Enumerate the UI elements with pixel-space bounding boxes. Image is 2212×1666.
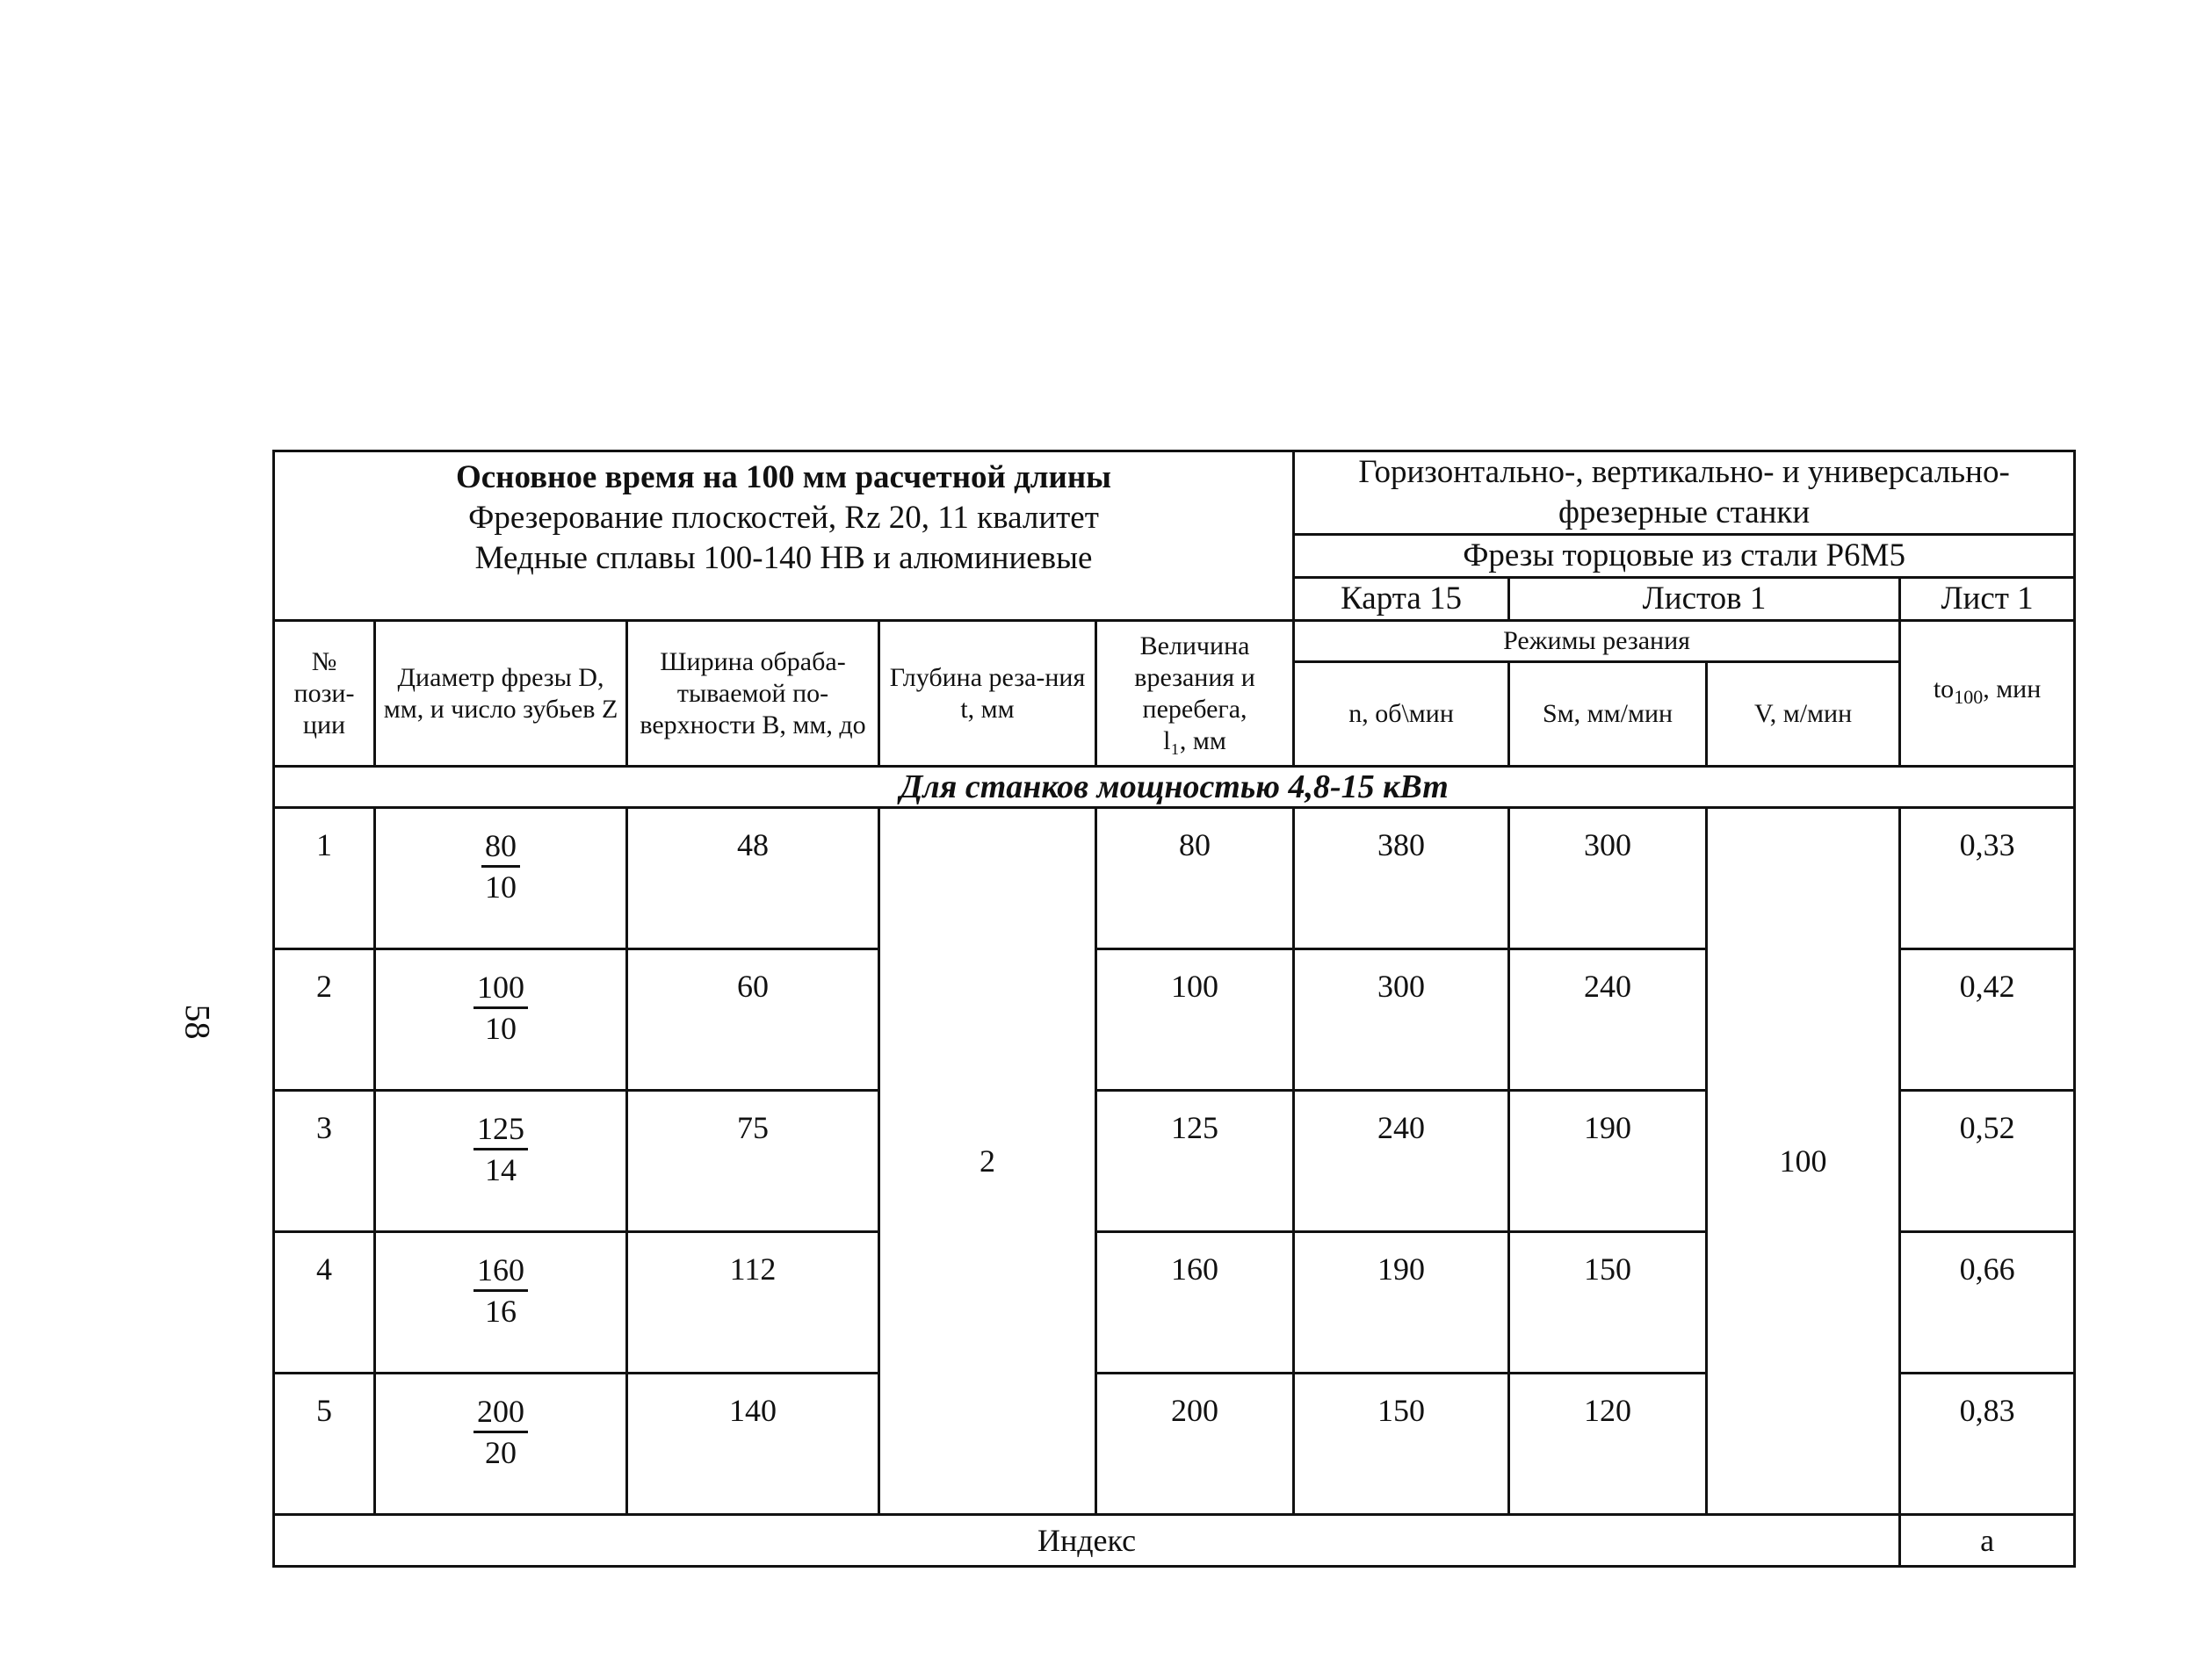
cell-n: 380 <box>1294 808 1509 949</box>
norm-table <box>272 450 2073 1568</box>
cell-overrun: 160 <box>1096 1232 1294 1374</box>
cell-to: 0,52 <box>1900 1091 2075 1232</box>
cell-diameter <box>375 1091 627 1232</box>
diameter-value: 125 <box>473 1109 528 1150</box>
sheets-cell: Листов 1 <box>1509 578 1900 621</box>
cell-to: 0,66 <box>1900 1232 2075 1374</box>
machines-cell: Горизонтально-, вертикально- и универсально-фрезерные станки <box>1294 451 2075 535</box>
cell-pos: 5 <box>274 1374 375 1515</box>
cell-s: 120 <box>1509 1374 1707 1515</box>
column-header-row-1 <box>274 621 2075 662</box>
col-s: Sм, мм/мин <box>1509 662 1707 767</box>
cell-overrun: 100 <box>1096 949 1294 1091</box>
cell-to: 0,83 <box>1900 1374 2075 1515</box>
col-overrun-label: Величина врезания и перебега, <box>1134 631 1255 724</box>
cell-overrun: 125 <box>1096 1091 1294 1232</box>
cell-width: 140 <box>627 1374 879 1515</box>
col-to-unit: , мин <box>1983 674 2042 703</box>
teeth-value: 10 <box>485 1011 517 1046</box>
cell-pos: 2 <box>274 949 375 1091</box>
col-position: № пози-ции <box>274 621 375 767</box>
cell-s: 240 <box>1509 949 1707 1091</box>
col-modes: Режимы резания <box>1294 621 1900 662</box>
cell-pos: 3 <box>274 1091 375 1232</box>
section-row <box>274 767 2075 808</box>
col-overrun <box>1096 621 1294 767</box>
sheet-cell: Лист 1 <box>1900 578 2075 621</box>
cell-width: 60 <box>627 949 879 1091</box>
title-bold: Основное время на 100 мм расчетной длины <box>455 459 1112 495</box>
col-diameter: Диаметр фрезы D, мм, и число зубьев Z <box>375 621 627 767</box>
col-depth: Глубина реза-ния t, мм <box>879 621 1096 767</box>
cell-n: 300 <box>1294 949 1509 1091</box>
cell-v: 100 <box>1707 808 1900 1515</box>
page-number: 58 <box>177 1004 218 1040</box>
diameter-value: 160 <box>473 1251 528 1292</box>
col-to-sub: 100 <box>1954 686 1984 708</box>
cell-n: 240 <box>1294 1091 1509 1232</box>
cell-n: 150 <box>1294 1374 1509 1515</box>
cell-pos: 1 <box>274 808 375 949</box>
teeth-value: 10 <box>485 869 517 905</box>
table-title <box>274 451 1294 621</box>
card-cell: Карта 15 <box>1294 578 1509 621</box>
cell-s: 190 <box>1509 1091 1707 1232</box>
cell-s: 150 <box>1509 1232 1707 1374</box>
cell-to: 0,33 <box>1900 808 2075 949</box>
cell-depth: 2 <box>879 808 1096 1515</box>
cell-pos: 4 <box>274 1232 375 1374</box>
cell-diameter <box>375 1374 627 1515</box>
teeth-value: 20 <box>485 1435 517 1470</box>
col-n: n, об\мин <box>1294 662 1509 767</box>
cell-width: 75 <box>627 1091 879 1232</box>
diameter-value: 100 <box>473 968 528 1009</box>
teeth-value: 16 <box>485 1294 517 1329</box>
col-width: Ширина обраба-тываемой по-верхности B, мм, до <box>627 621 879 767</box>
table-row <box>274 808 2075 949</box>
cell-diameter <box>375 1232 627 1374</box>
cell-n: 190 <box>1294 1232 1509 1374</box>
cell-to: 0,42 <box>1900 949 2075 1091</box>
col-to-main: to <box>1933 674 1955 703</box>
diameter-value: 200 <box>473 1392 528 1433</box>
cell-width: 48 <box>627 808 879 949</box>
section-title: Для станков мощностью 4,8-15 кВт <box>274 767 2075 808</box>
cell-s: 300 <box>1509 808 1707 949</box>
cell-overrun: 200 <box>1096 1374 1294 1515</box>
title-line-2: Фрезерование плоскостей, Rz 20, 11 квалитет <box>468 500 1099 536</box>
tool-cell: Фрезы торцовые из стали Р6М5 <box>1294 535 2075 578</box>
cell-diameter <box>375 808 627 949</box>
diameter-value: 80 <box>481 826 520 868</box>
cell-overrun: 80 <box>1096 808 1294 949</box>
title-line-3: Медные сплавы 100-140 НВ и алюминиевые <box>474 540 1093 576</box>
index-value: а <box>1900 1515 2075 1567</box>
header-row-1 <box>274 451 2075 535</box>
cell-diameter <box>375 949 627 1091</box>
index-label: Индекс <box>274 1515 1900 1567</box>
cell-width: 112 <box>627 1232 879 1374</box>
col-to <box>1900 621 2075 767</box>
teeth-value: 14 <box>485 1152 517 1187</box>
col-v: V, м/мин <box>1707 662 1900 767</box>
index-row <box>274 1515 2075 1567</box>
col-overrun-unit: l₁, мм <box>1163 725 1226 755</box>
